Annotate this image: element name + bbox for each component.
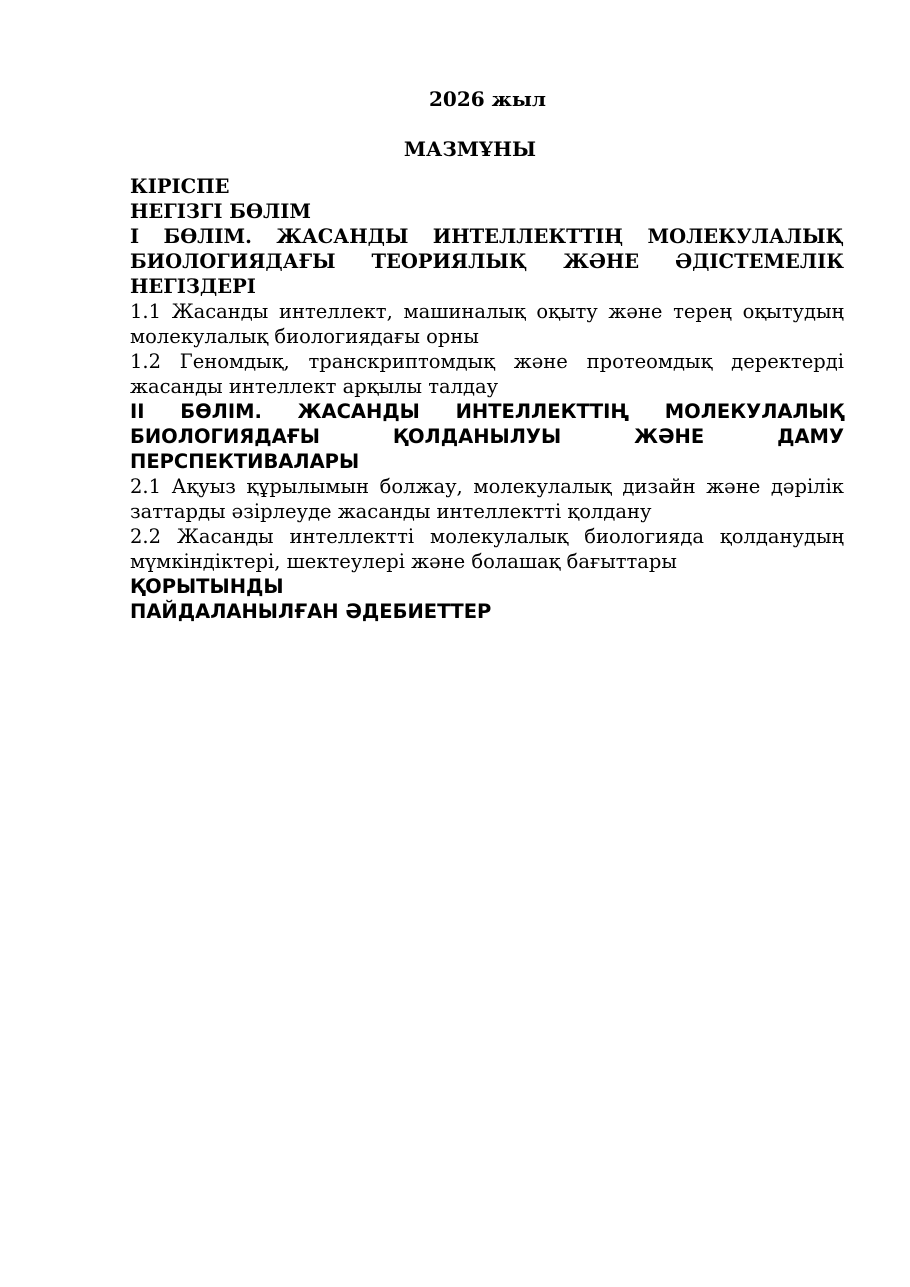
toc-entry-intro: КІРІСПЕ <box>130 175 230 198</box>
toc-entry-part-1: І БӨЛІМ. ЖАСАНДЫ ИНТЕЛЛЕКТТІҢ МОЛЕКУЛАЛЫҚ БИОЛОГИЯДАҒЫ ТЕОРИЯЛЫҚ ЖӘНЕ ӘДІСТЕМЕЛІК НЕГІЗДЕРІ <box>130 225 844 298</box>
toc-title: МАЗМҰНЫ <box>403 137 537 161</box>
toc-entry-2-1: 2.1 Ақуыз құрылымын болжау, молекулалық дизайн және дәрілік заттарды әзірлеуде жасанды интеллектті қолдану <box>130 475 844 523</box>
toc-entry-1-1: 1.1 Жасанды интеллект, машиналық оқыту және терең оқытудың молекулалық биологиядағы орны <box>130 300 844 348</box>
toc-entry-part-2: ІІ БӨЛІМ. ЖАСАНДЫ ИНТЕЛЛЕКТТІҢ МОЛЕКУЛАЛЫҚ БИОЛОГИЯДАҒЫ ҚОЛДАНЫЛУЫ ЖӘНЕ ДАМУ ПЕРСПЕКТИВАЛАРЫ <box>130 400 844 473</box>
toc-entry-references: ПАЙДАЛАНЫЛҒАН ӘДЕБИЕТТЕР <box>130 600 492 623</box>
toc-entry-main-part: НЕГІЗГІ БӨЛІМ <box>130 200 311 223</box>
table-of-contents <box>130 174 844 624</box>
toc-entry-1-2: 1.2 Геномдық, транскриптомдық және протеомдық деректерді жасанды интеллект арқылы талдау <box>130 350 844 398</box>
document-year: 2026 жыл <box>429 87 546 111</box>
toc-entry-conclusion: ҚОРЫТЫНДЫ <box>130 575 284 598</box>
toc-entry-2-2: 2.2 Жасанды интеллектті молекулалық биологияда қолданудың мүмкіндіктері, шектеулері және болашақ бағыттары <box>130 525 844 573</box>
